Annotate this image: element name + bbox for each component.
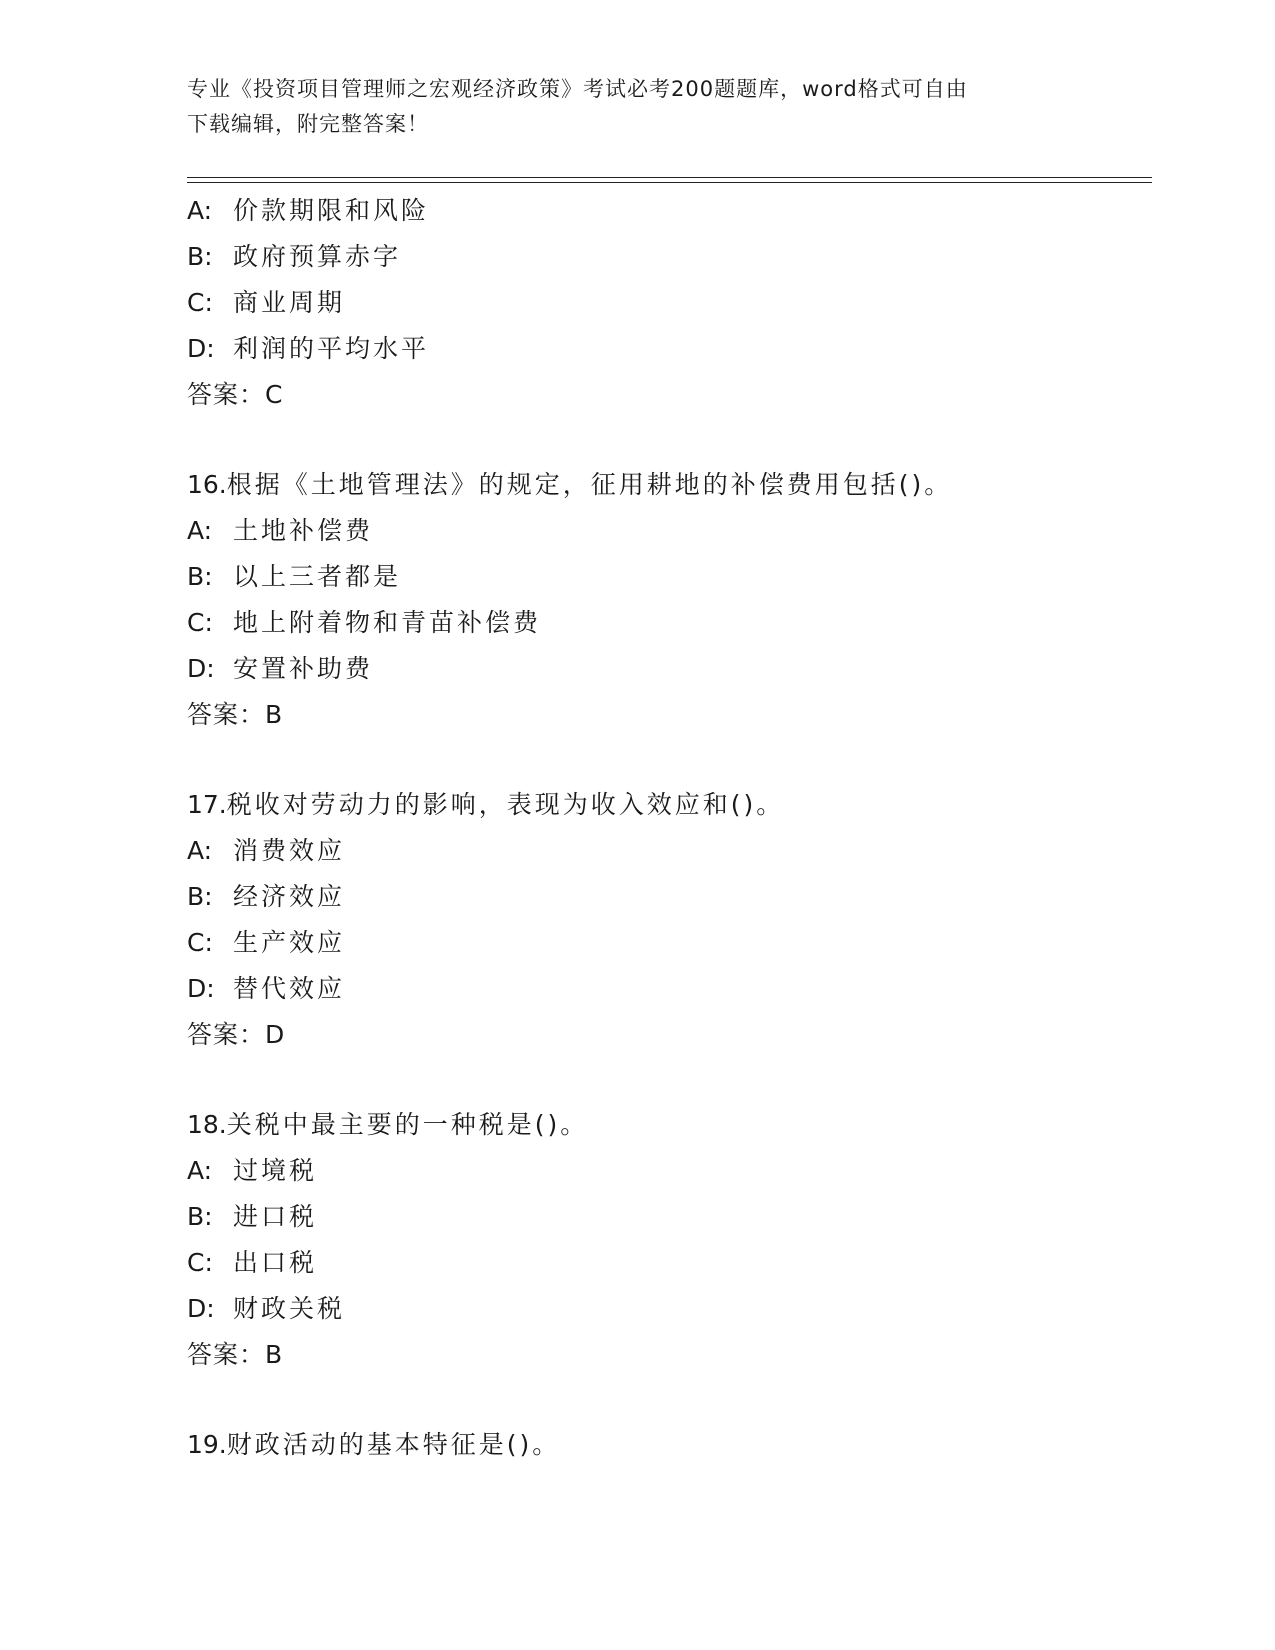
option-text: 地上附着物和青苗补偿费: [233, 608, 542, 637]
header-line-1: 专业《投资项目管理师之宏观经济政策》考试必考200题题库，word格式可自由: [187, 77, 968, 101]
option-text: 财政关税: [233, 1294, 346, 1323]
option-d: [187, 1286, 1152, 1332]
question-text: 根据《土地管理法》的规定，征用耕地的补偿费用包括()。: [226, 470, 953, 499]
option-c: [187, 600, 1152, 646]
option-label: D:: [187, 1294, 215, 1323]
option-text: 进口税: [233, 1202, 318, 1231]
option-label: D:: [187, 654, 215, 683]
option-label: B:: [187, 242, 213, 271]
question-text: 税收对劳动力的影响，表现为收入效应和()。: [226, 790, 785, 819]
option-b: [187, 1194, 1152, 1240]
question-text: 关税中最主要的一种税是()。: [226, 1110, 589, 1139]
answer-line: 答案：D: [187, 1020, 286, 1049]
question-text: 财政活动的基本特征是()。: [226, 1430, 561, 1459]
option-label: A:: [187, 516, 213, 545]
option-d: [187, 326, 1152, 372]
option-c: [187, 1240, 1152, 1286]
question-list: [187, 188, 1152, 1468]
option-text: 经济效应: [233, 882, 346, 911]
answer-line: 答案：C: [187, 380, 284, 409]
option-a: [187, 508, 1152, 554]
option-b: [187, 234, 1152, 280]
option-text: 以上三者都是: [233, 562, 402, 591]
option-label: C:: [187, 1248, 213, 1277]
option-c: [187, 920, 1152, 966]
option-label: A:: [187, 836, 213, 865]
option-label: A:: [187, 196, 213, 225]
option-label: A:: [187, 1156, 213, 1185]
question-stem: [187, 782, 1152, 828]
option-c: [187, 280, 1152, 326]
question-number: 18.: [187, 1110, 227, 1139]
option-text: 安置补助费: [233, 654, 374, 683]
option-label: C:: [187, 928, 213, 957]
question-15: [187, 188, 1152, 418]
option-text: 出口税: [233, 1248, 318, 1277]
question-stem: [187, 462, 1152, 508]
option-a: [187, 1148, 1152, 1194]
question-number: 17.: [187, 790, 227, 819]
option-text: 政府预算赤字: [233, 242, 402, 271]
header-line-2: 下载编辑，附完整答案！: [187, 112, 429, 136]
answer-line: 答案：B: [187, 700, 284, 729]
option-a: [187, 828, 1152, 874]
option-label: B:: [187, 882, 213, 911]
option-text: 生产效应: [233, 928, 346, 957]
option-a: [187, 188, 1152, 234]
document-header: [187, 72, 1087, 142]
question-stem: [187, 1422, 1152, 1468]
question-number: 16.: [187, 470, 227, 499]
answer-line: 答案：B: [187, 1340, 284, 1369]
option-text: 商业周期: [233, 288, 346, 317]
option-text: 消费效应: [233, 836, 346, 865]
option-label: D:: [187, 974, 215, 1003]
option-label: B:: [187, 1202, 213, 1231]
question-19: [187, 1422, 1152, 1468]
option-text: 土地补偿费: [233, 516, 374, 545]
option-label: B:: [187, 562, 213, 591]
option-text: 价款期限和风险: [233, 196, 430, 225]
header-rule-bottom: [187, 182, 1152, 183]
option-text: 过境税: [233, 1156, 318, 1185]
option-text: 利润的平均水平: [233, 334, 430, 363]
option-text: 替代效应: [233, 974, 346, 1003]
option-label: D:: [187, 334, 215, 363]
option-label: C:: [187, 608, 213, 637]
option-b: [187, 874, 1152, 920]
question-number: 19.: [187, 1430, 227, 1459]
question-16: [187, 462, 1152, 738]
option-d: [187, 966, 1152, 1012]
question-stem: [187, 1102, 1152, 1148]
option-label: C:: [187, 288, 213, 317]
header-rule-top: [187, 177, 1152, 178]
question-18: [187, 1102, 1152, 1378]
option-b: [187, 554, 1152, 600]
option-d: [187, 646, 1152, 692]
question-17: [187, 782, 1152, 1058]
